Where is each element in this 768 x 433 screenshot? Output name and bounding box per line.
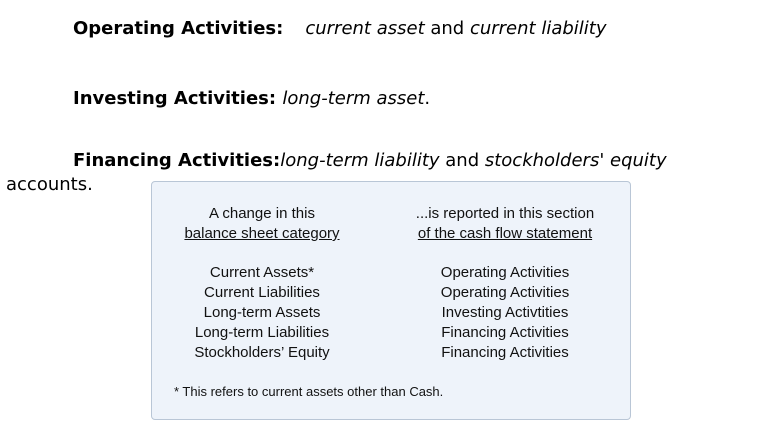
operating-term-current-asset: current asset xyxy=(305,18,425,39)
section-column xyxy=(392,263,618,363)
table-row-section: Financing Activities xyxy=(441,344,569,361)
financing-activities-line xyxy=(73,150,667,172)
table-row-category: Long-term Liabilities xyxy=(194,324,330,341)
financing-activities-continuation: accounts. xyxy=(6,174,93,195)
table-row-section: Operating Activities xyxy=(440,284,570,301)
financing-term-equity: equity xyxy=(610,150,667,171)
table-row-category: Current Assets* xyxy=(209,264,315,281)
investing-activities-line xyxy=(73,88,430,110)
table-row-category: Long-term Assets xyxy=(203,304,321,321)
category-column xyxy=(160,263,364,363)
financing-activities-label: Financing Activities: xyxy=(73,150,281,171)
cash-flow-mapping-table xyxy=(151,181,631,420)
financing-apostrophe: ' xyxy=(599,150,610,171)
right-column-header xyxy=(392,204,618,244)
operating-activities-label: Operating Activities: xyxy=(73,18,284,39)
table-row-section: Financing Activities xyxy=(441,324,569,341)
table-footnote: * This refers to current assets other than Cash. xyxy=(174,384,444,399)
financing-conjunction: and xyxy=(439,150,485,171)
right-header-line-2: of the cash flow statement xyxy=(417,225,593,242)
table-row-section: Operating Activities xyxy=(440,264,570,281)
investing-term-long-term-asset: long-term asset xyxy=(282,88,425,109)
operating-term-current-liability: current liability xyxy=(469,18,607,39)
left-header-line-2: balance sheet category xyxy=(184,225,340,242)
table-row-category: Stockholders’ Equity xyxy=(194,344,330,361)
table-row-section: Investing Activtities xyxy=(441,304,569,321)
left-header-line-1: A change in this xyxy=(209,205,315,222)
investing-activities-label: Investing Activities: xyxy=(73,88,283,109)
investing-period: . xyxy=(424,88,431,109)
left-column-header xyxy=(160,204,364,244)
table-row-category: Current Liabilities xyxy=(204,284,320,301)
operating-conjunction: and xyxy=(424,18,470,39)
operating-activities-line xyxy=(73,18,607,40)
financing-term-stockholders: stockholders xyxy=(484,150,600,171)
financing-term-long-term-liability: long-term liability xyxy=(280,150,440,171)
right-header-line-1: ...is reported in this section xyxy=(415,205,595,222)
